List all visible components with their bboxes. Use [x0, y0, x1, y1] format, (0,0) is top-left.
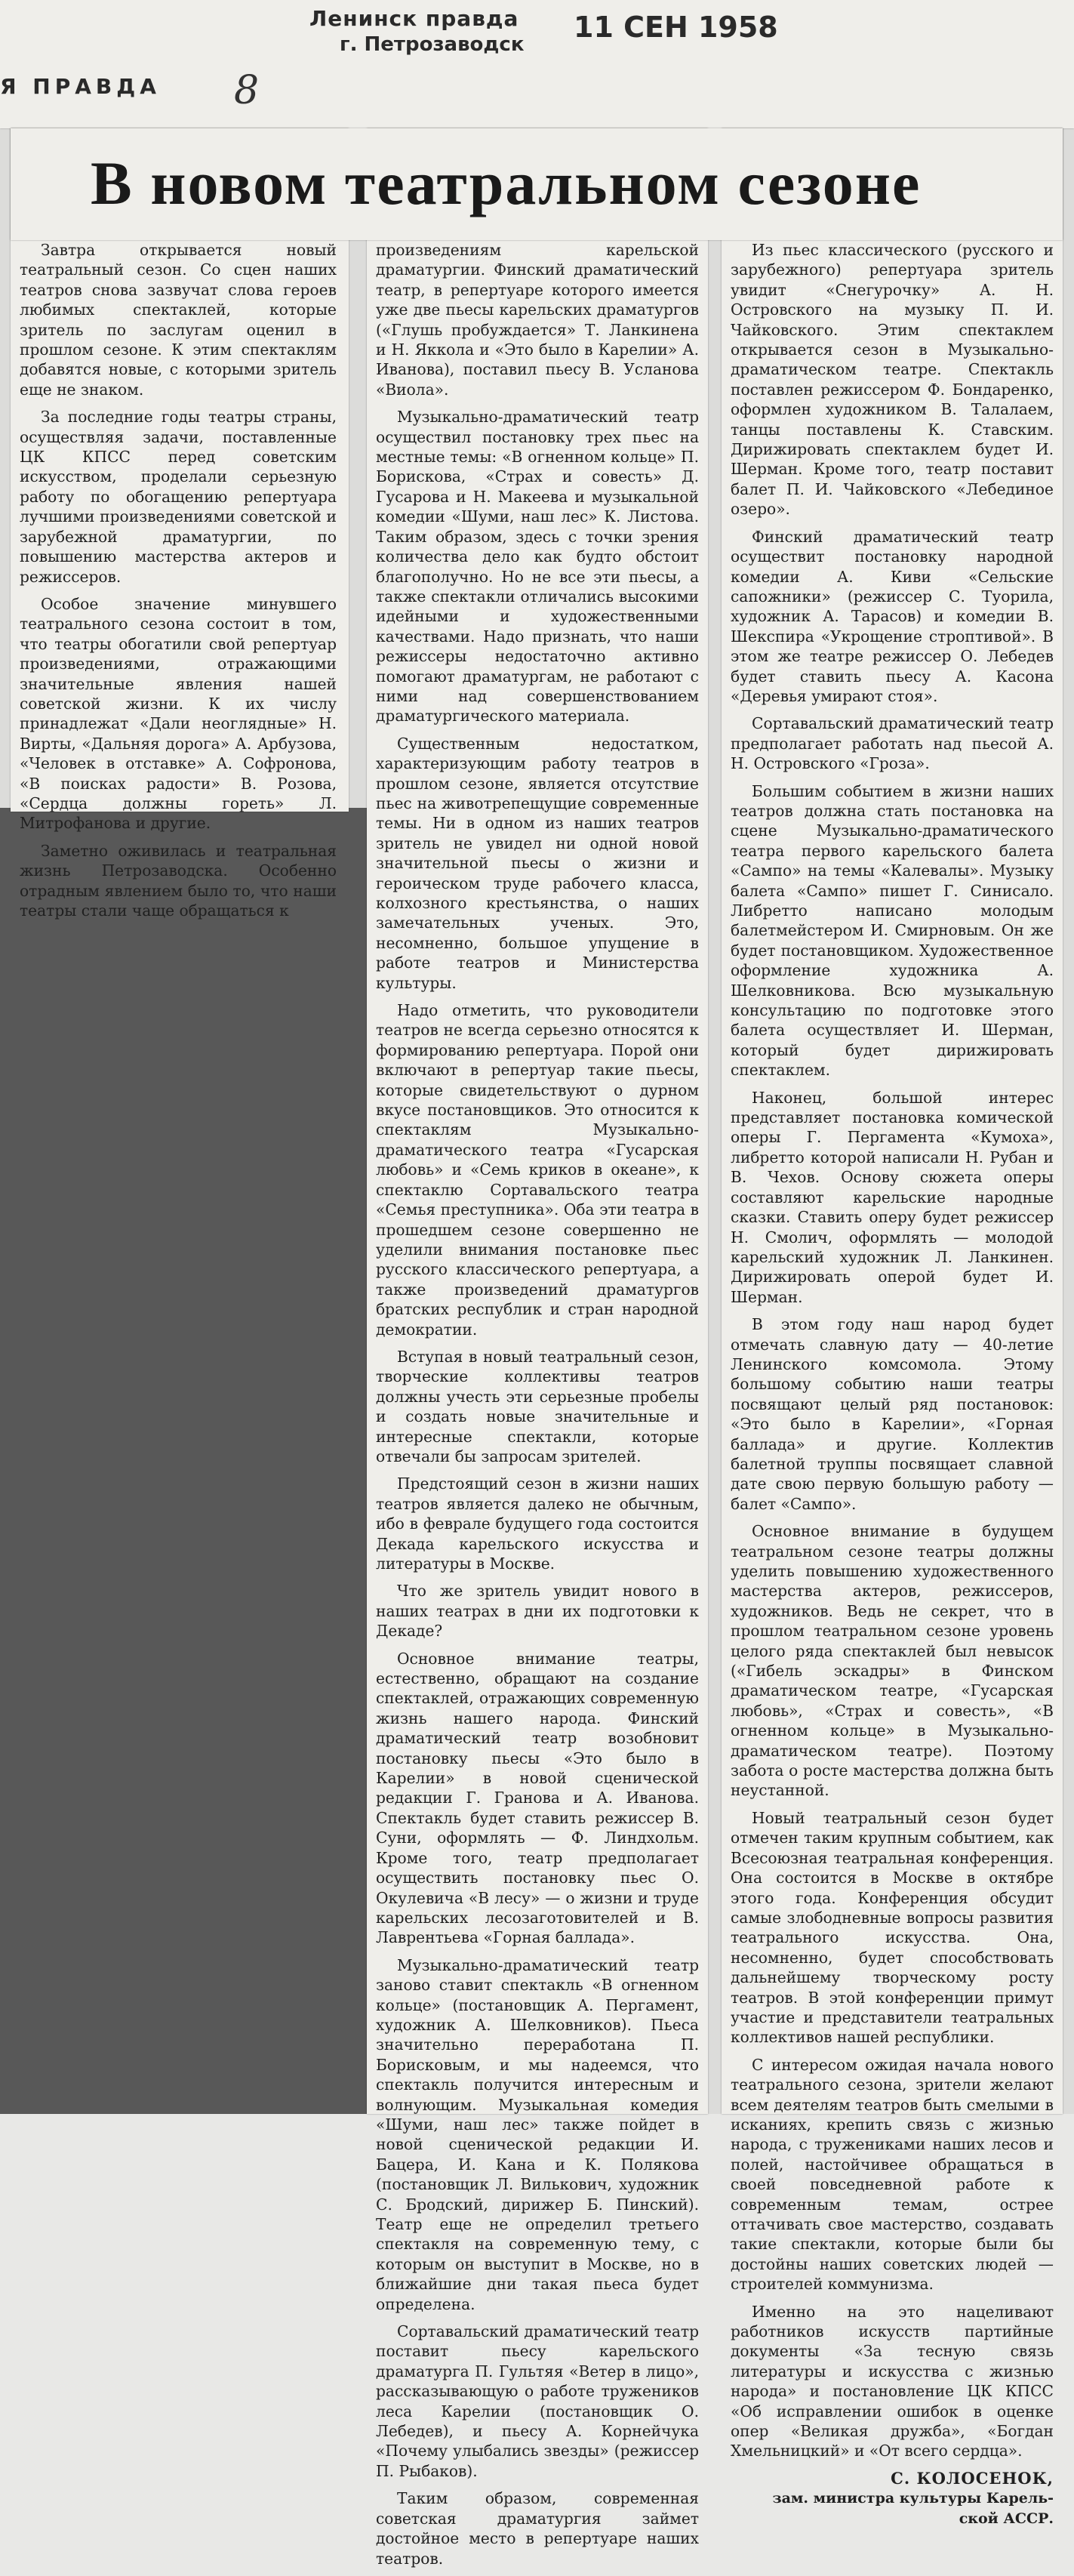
paragraph: Особое значение минувшего театрального сезона состоит в том, что театры обогатили свой репертуар произведениями, отражающими значительные явления нашей советской жизни. К их числу принадлежат «Дали неоглядные» Н. Вирты, «Дальняя дорога» А. Арбузова, «Человек в отставке» А. Софронова, «В поисках радости» В. Розова, «Сердца должны гореть» Л. Митрофанова и другие.: [20, 594, 337, 833]
article-headline: В новом театральном сезоне: [91, 149, 922, 217]
paragraph: Завтра открывается новый театральный сезон. Со сцен наших театров снова зазвучат слова героев любимых спектаклей, которые зритель по заслугам оценил в прошлом сезоне. К этим спектаклям добавятся новые, с которыми зритель еще не знаком.: [20, 241, 337, 399]
masthead: Я ПРАВДА: [0, 74, 161, 99]
paragraph: Заметно оживилась и театральная жизнь Петрозаводска. Особенно отрадным явлением было то, что наши театры стали чаще обращаться к: [20, 841, 337, 920]
paragraph: Сортавальский драматический театр поставит пьесу карельского драматурга П. Гультяя «Ветер в лицо», рассказывающую о работе тружеников леса Карелии (постановщик О. Лебедев), и пьесу А. Корнейчука «Почему улыбались звезды» (режиссер П. Рыбаков).: [376, 2322, 699, 2480]
author-title-line-2: ской АССР.: [959, 2510, 1054, 2527]
paragraph: С интересом ожидая начала нового театрального сезона, зрители желают всем деятелям театров быть смелыми в исканиях, крепить связь с жизнью народа, с тружениками наших лесов и полей, настойчивее обращаться в своей повседневной работе к современным темам, острее оттачивать свое мастерство, создавать такие спектакли, которые были бы достойны наших советских людей — строителей коммунизма.: [731, 2055, 1054, 2294]
author-title-line-1: зам. министра культуры Карель-: [772, 2490, 1054, 2507]
paragraph: Наконец, большой интерес представляет постановка комической оперы Г. Пергамента «Кумоха», либретто которой написали Н. Рубан и В. Чехов. Основу сюжета оперы составляют карельские народные сказки. Ставить оперу будет режиссер Н. Смолич, оформлять — молодой карельский художник Л. Ланкинен. Дирижировать оперой будет И. Шерман.: [731, 1088, 1054, 1306]
article-column-2: [376, 240, 699, 2576]
clipping-gap: [0, 808, 377, 2114]
paragraph: Именно на это нацеливают работников искусств партийные документы «За тесную связь литературы и искусства с жизнью народа» и постановление ЦК КПСС «Об исправлении ошибок в оценке опер «Великая дружба», «Богдан Хмельницкий» и «От всего сердца».: [731, 2302, 1054, 2460]
paragraph: Существенным недостатком, характеризующим работу театров в прошлом сезоне, является отсутствие пьес на животрепещущие современные темы. Ни в одном из наших театров зритель не увидел ни одной новой значительной пьесы о жизни и героическом труде рабочего класса, колхозного крестьянства, о наших замечательных ученых. Это, несомненно, большое упущение в работе театров и Министерства культуры.: [376, 734, 699, 992]
article-column-1: [20, 240, 337, 928]
paragraph: Вступая в новый театральный сезон, творческие коллективы театров должны учесть эти серьезные пробелы и создать новые значительные и интересные спектакли, которые отвечали бы запросам зрителей.: [376, 1347, 699, 1465]
header-strip: [0, 0, 1074, 128]
paragraph: За последние годы театры страны, осуществляя задачи, поставленные ЦК КПСС перед советским искусством, проделали серьезную работу по обогащению репертуара лучшими произведениями советской и зарубежной драматургии, по повышению мастерства актеров и режиссеров.: [20, 408, 337, 586]
paragraph: Финский драматический театр осуществит постановку народной комедии А. Киви «Сельские сапожники» (режиссер С. Туорила, художник А. Тарасов) и комедии В. Шекспира «Укрощение строптивой». В этом же театре режиссер О. Лебедев будет ставить пьесу А. Касона «Деревья умирают стоя».: [731, 527, 1054, 705]
paragraph: Большим событием в жизни наших театров должна стать постановка на сцене Музыкально-драматического театра первого карельского балета «Сампо» на темы «Калевалы». Музыку балета «Сампо» пишет Г. Синисало. Либретто написано молодым балетмейстером И. Смирновым. Он же будет постановщиком. Художественное оформление художника А. Шелковникова. Всю музыкальную консультацию по подготовке этого балета осуществляет И. Шерман, который будет дирижировать спектаклем.: [731, 781, 1054, 1080]
paragraph: В этом году наш народ будет отмечать славную дату — 40-летие Ленинского комсомола. Этому большому событию наши театры посвящают целый ряд постановок: «Это было в Карелии», «Горная баллада» и другие. Коллектив балетной труппы посвящает славной дате свою первую большую работу — балет «Сампо».: [731, 1315, 1054, 1513]
paragraph: Основное внимание театры, естественно, обращают на создание спектаклей, отражающих современную жизнь нашего народа. Финский драматический театр возобновит постановку пьесы «Это было в Карелии» в новой сценической редакции Г. Гранова и А. Иванова. Спектакль будет ставить режиссер В. Суни, оформлять — Ф. Линдхольм. Кроме того, театр предполагает осуществить постановку пьес О. Окулевича «В лесу» — о жизни и труде карельских лесозаготовителей и В. Лаврентьева «Горная баллада».: [376, 1649, 699, 1947]
paragraph: Что же зритель увидит нового в наших театрах в дни их подготовки к Декаде?: [376, 1582, 699, 1641]
paragraph: Надо отметить, что руководители театров не всегда серьезно относятся к формированию репертуара. Порой они включают в репертуар такие пьесы, которые свидетельствуют о дурном вкусе постановщиков. Это относится к спектаклям Музыкально-драматического театра «Гусарская любовь» и «Семь криков в океане», к спектаклю Сортавальского театра «Семья преступника». Оба эти театра в прошедшем сезоне совершенно не уделили внимания постановке пьес русского классического репертуара, а также произведений драматургов братских республик и стран народной демократии.: [376, 1001, 699, 1339]
stamp-paper-name: Ленинск правда: [309, 6, 519, 31]
article-column-3: [731, 240, 1054, 2528]
paragraph: Основное внимание в будущем театральном сезоне театры должны уделить повышению художественного мастерства актеров, режиссеров, художников. Ведь не секрет, что в прошлом театральном сезоне уровень целого ряда спектаклей был невысок («Гибель эскадры» в Финском драматическом театре, «Гусарская любовь», «Страх и совесть», «В огненном кольце» в Музыкально-драматическом театре). Поэтому забота о росте мастерства должна быть неустанной.: [731, 1522, 1054, 1800]
paragraph: Новый театральный сезон будет отмечен таким крупным событием, как Всесоюзная театральная конференция. Она состоится в Москве в октябре этого года. Конференция обсудит самые злободневные вопросы развития театрального искусства. Она, несомненно, будет способствовать дальнейшему творческому росту театров. В этой конференции примут участие и представители театральных коллективов нашей республики.: [731, 1808, 1054, 2047]
paragraph: Музыкально-драматический театр осуществил постановку трех пьес на местные темы: «В огненном кольце» П. Борисковa, «Страх и совесть» Д. Гусарова и Н. Макеева и музыкальной комедии «Шуми, наш лес» К. Листова. Таким образом, здесь с точки зрения количества дело как будто обстоит благополучно. Но не все эти пьесы, а также спектакли отличались высокими идейными и художественными качествами. Надо признать, что наши режиссеры недостаточно активно помогают драматургам, не работают с ними над совершенствованием драматургического материала.: [376, 408, 699, 726]
paragraph: Сортавальский драматический театр предполагает работать над пьесой А. Н. Островского «Гроза».: [731, 714, 1054, 773]
paragraph: Музыкально-драматический театр заново ставит спектакль «В огненном кольце» (постановщик А. Пергамент, художник А. Шелковников). Пьеса значительно переработана П. Борисковым, и мы надеемся, что спектакль получится интересным и волнующим. Музыкальная комедия «Шуми, наш лес» также пойдет в новой сценической редакции И. Бацера, И. Кана и К. Полякова (постановщик Л. Вилькович, художник С. Бродский, дирижер Б. Пинский). Театр еще не определил третьего спектакля на современную тему, с которым он выступит в Москве, но в ближайшие дни такая пьеса будет определена.: [376, 1955, 699, 2313]
paragraph: Предстоящий сезон в жизни наших театров является далеко не обычным, ибо в феврале будущего года состоится Декада карельского искусства и литературы в Москве.: [376, 1474, 699, 1573]
paragraph: Таким образом, современная советская драматургия займет достойное место в репертуаре наших театров.: [376, 2489, 699, 2568]
page-number: 8: [234, 68, 260, 113]
paragraph: произведениям карельской драматургии. Финский драматический театр, в репертуаре которого имеется уже две пьесы карельских драматургов («Глушь пробуждается» Т. Ланкинена и Н. Яккола и «Это было в Карелии» А. Иванова), поставил пьесу В. Усланова «Виола».: [376, 241, 699, 399]
stamp-city: г. Петрозаводск: [340, 33, 525, 56]
author-signature: С. КОЛОСЕНОК,: [891, 2468, 1054, 2488]
paragraph: Из пьес классического (русского и зарубежного) репертуара зритель увидит «Снегурочку» А. Н. Островского на музыку П. И. Чайковского. Этим спектаклем открывается сезон в Музыкально-драматическом театре. Спектакль поставлен режиссером Ф. Бондаренко, оформлен художником В. Талалаем, танцы поставлены К. Ставским. Дирижировать спектаклем будет И. Шерман. Кроме того, театр поставит балет П. И. Чайковского «Лебединое озеро».: [731, 241, 1054, 519]
stamp-date: 11 СЕН 1958: [574, 11, 778, 44]
